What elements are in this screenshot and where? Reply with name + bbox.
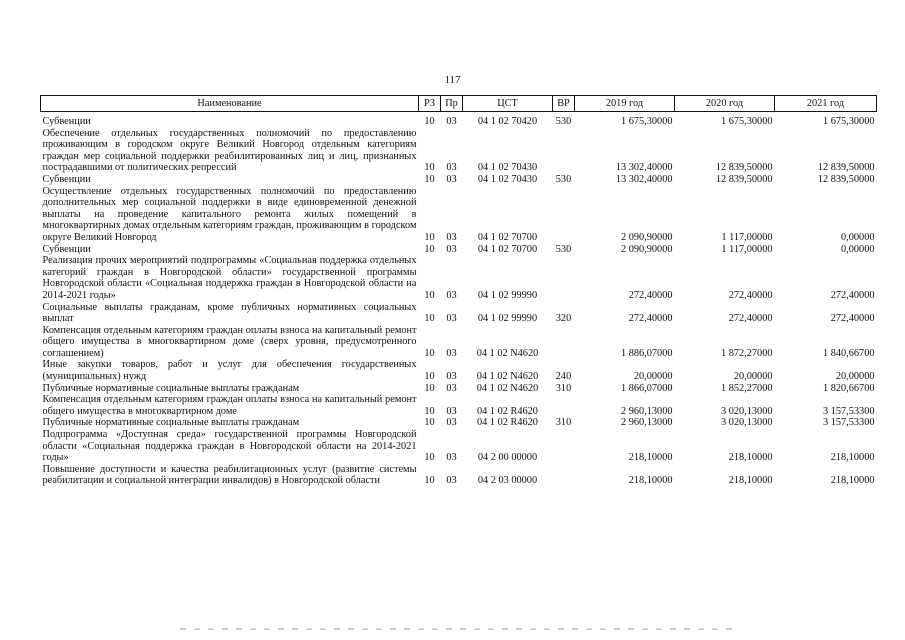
cell-rz: 10 <box>424 371 435 383</box>
cell-y2021: 3 157,53300 <box>823 405 875 417</box>
cell-pr: 03 <box>446 475 457 487</box>
table-row <box>41 383 877 395</box>
cell-y2020: 12 839,50000 <box>715 173 773 185</box>
cell-pr: 03 <box>446 231 457 243</box>
cell-name: Осуществление отдельных государственных полномочий по предоставлению дополнительных мер социальной поддержки в виде единовременной денежной выплаты на проведение капитального ремонта жилых помещений в многоквартирных домах отдельным категориям граждан, проживающим в городском округе Великий Новгород <box>42 185 417 243</box>
cell-pr: 03 <box>446 417 457 429</box>
table-row <box>41 186 877 244</box>
table-row <box>41 174 877 186</box>
header-2020: 2020 год <box>675 96 775 112</box>
table-row <box>41 128 877 174</box>
cell-name: Публичные нормативные социальные выплаты гражданам <box>42 382 300 394</box>
cell-vr: 530 <box>555 243 572 255</box>
cell-pr: 03 <box>446 452 457 464</box>
cell-y2020: 1 872,27000 <box>721 347 773 359</box>
header-pr: Пр <box>441 96 463 112</box>
cell-pr: 03 <box>446 173 457 185</box>
cell-y2020: 12 839,50000 <box>715 162 773 174</box>
cell-y2019: 2 090,90000 <box>621 231 673 243</box>
cell-pr: 03 <box>446 116 457 127</box>
header-vr: ВР <box>553 96 575 112</box>
cell-rz: 10 <box>424 243 435 255</box>
cell-cst: 04 1 02 R4620 <box>477 405 538 417</box>
cell-y2020: 272,40000 <box>728 289 773 301</box>
cell-name: Реализация прочих мероприятий подпрограммы «Социальная поддержка отдельных категорий граждан в Новгородской области» государственной программы Новгородской области «Социальная поддержка граждан в Новгородской области на 2014-2021 годы» <box>42 255 417 301</box>
table-row <box>41 464 877 487</box>
cell-cst: 04 1 02 70430 <box>477 162 538 174</box>
cell-cst: 04 1 02 N4620 <box>476 371 539 383</box>
table-row <box>41 417 877 429</box>
table-row <box>41 302 877 325</box>
cell-pr: 03 <box>446 162 457 174</box>
cell-vr: 310 <box>555 382 572 394</box>
table-row <box>41 325 877 360</box>
cell-name: Компенсация отдельным категориям граждан оплаты взноса на капитальный ремонт общего имущества в многоквартирном доме <box>42 394 417 417</box>
cell-rz: 10 <box>424 347 435 359</box>
cell-y2021: 1 820,66700 <box>823 382 875 394</box>
budget-table <box>40 95 877 487</box>
header-cst: ЦСТ <box>463 96 553 112</box>
cell-name: Повышение доступности и качества реабилитационных услуг (развитие системы реабилитации и социальной интеграции инвалидов) в Новгородской области <box>42 463 417 487</box>
cell-y2021: 0,00000 <box>841 231 875 243</box>
cell-rz: 10 <box>424 116 435 127</box>
cell-y2019: 1 886,07000 <box>621 347 673 359</box>
cell-vr: 240 <box>555 371 572 383</box>
cell-cst: 04 1 02 99990 <box>477 289 538 301</box>
cell-y2021: 218,10000 <box>830 452 875 464</box>
cell-cst: 04 1 02 70430 <box>477 173 538 185</box>
cell-pr: 03 <box>446 382 457 394</box>
cell-y2021: 1 675,30000 <box>823 116 875 127</box>
cell-vr <box>553 429 575 464</box>
header-2019: 2019 год <box>575 96 675 112</box>
cell-vr: 310 <box>555 417 572 429</box>
cell-y2019: 13 302,40000 <box>615 162 673 174</box>
cell-vr: 530 <box>555 116 572 127</box>
cell-y2019: 20,00000 <box>633 371 673 383</box>
cell-pr: 03 <box>446 313 457 325</box>
cell-cst: 04 1 02 70700 <box>477 243 538 255</box>
scan-artifact-line <box>180 628 740 630</box>
header-name: Наименование <box>41 96 419 112</box>
header-2021: 2021 год <box>775 96 877 112</box>
cell-vr <box>553 186 575 244</box>
cell-y2019: 2 090,90000 <box>621 243 673 255</box>
cell-cst: 04 1 02 70700 <box>477 231 538 243</box>
cell-name: Обеспечение отдельных государственных полномочий по предоставлению проживающим в городском округе Великий Новгород отдельным категориям граждан мер социальной поддержки реабилитированных лиц и лиц, признанных пострадавшими от политических репрессий <box>42 127 417 174</box>
cell-y2021: 12 839,50000 <box>817 162 875 174</box>
cell-pr: 03 <box>446 405 457 417</box>
table-row <box>41 429 877 464</box>
cell-vr <box>553 464 575 487</box>
cell-vr <box>553 394 575 417</box>
cell-rz: 10 <box>424 313 435 325</box>
cell-y2021: 20,00000 <box>835 371 875 383</box>
cell-name: Подпрограмма «Доступная среда» государственной программы Новгородской области «Социальная поддержка граждан в Новгородской области на 2014-2021 годы» <box>42 429 417 464</box>
cell-rz: 10 <box>424 173 435 185</box>
cell-name: Публичные нормативные социальные выплаты гражданам <box>42 417 300 429</box>
cell-y2019: 272,40000 <box>628 289 673 301</box>
cell-cst: 04 1 02 R4620 <box>477 417 538 429</box>
cell-cst: 04 1 02 N4620 <box>476 382 539 394</box>
cell-name: Компенсация отдельным категориям граждан оплаты взноса на капитальный ремонт общего имущества в многоквартирном доме (сверх уровня, предусмотренного соглашением) <box>42 324 417 359</box>
cell-cst: 04 2 00 00000 <box>477 452 538 464</box>
cell-y2019: 2 960,13000 <box>621 417 673 429</box>
cell-cst: 04 1 02 99990 <box>477 313 538 325</box>
cell-y2019: 218,10000 <box>628 452 673 464</box>
cell-y2020: 20,00000 <box>733 371 773 383</box>
cell-y2021: 1 840,66700 <box>823 347 875 359</box>
cell-y2020: 1 675,30000 <box>721 116 773 127</box>
cell-y2019: 218,10000 <box>628 475 673 487</box>
cell-vr <box>553 128 575 174</box>
cell-y2020: 3 020,13000 <box>721 405 773 417</box>
cell-rz: 10 <box>424 382 435 394</box>
cell-y2019: 272,40000 <box>628 313 673 325</box>
cell-cst: 04 1 02 N4620 <box>476 347 539 359</box>
cell-y2019: 13 302,40000 <box>615 173 673 185</box>
cell-vr: 320 <box>555 313 572 325</box>
table-row <box>41 359 877 382</box>
cell-rz: 10 <box>424 475 435 487</box>
cell-vr: 530 <box>555 173 572 185</box>
cell-y2021: 272,40000 <box>830 289 875 301</box>
table-row <box>41 255 877 301</box>
cell-y2020: 218,10000 <box>728 475 773 487</box>
cell-vr <box>553 255 575 301</box>
table-row <box>41 394 877 417</box>
cell-y2021: 272,40000 <box>830 313 875 325</box>
cell-y2020: 1 117,00000 <box>721 243 773 255</box>
table-header-row <box>41 96 877 112</box>
cell-pr: 03 <box>446 347 457 359</box>
cell-rz: 10 <box>424 289 435 301</box>
cell-y2020: 218,10000 <box>728 452 773 464</box>
cell-name: Субвенции <box>42 243 91 255</box>
table-row <box>41 244 877 256</box>
cell-y2020: 3 020,13000 <box>721 417 773 429</box>
cell-pr: 03 <box>446 243 457 255</box>
cell-y2019: 2 960,13000 <box>621 405 673 417</box>
cell-rz: 10 <box>424 231 435 243</box>
cell-cst: 04 1 02 70420 <box>477 116 538 127</box>
cell-y2020: 272,40000 <box>728 313 773 325</box>
cell-y2021: 218,10000 <box>830 475 875 487</box>
cell-pr: 03 <box>446 289 457 301</box>
cell-name: Социальные выплаты гражданам, кроме публичных нормативных социальных выплат <box>42 301 417 325</box>
cell-y2019: 1 866,07000 <box>621 382 673 394</box>
cell-cst: 04 2 03 00000 <box>477 475 538 487</box>
cell-pr: 03 <box>446 371 457 383</box>
cell-y2021: 12 839,50000 <box>817 173 875 185</box>
cell-rz: 10 <box>424 452 435 464</box>
cell-name: Субвенции <box>42 173 91 185</box>
cell-y2021: 0,00000 <box>841 243 875 255</box>
cell-vr <box>553 325 575 360</box>
table-row <box>41 112 877 128</box>
header-rz: РЗ <box>419 96 441 112</box>
cell-name: Субвенции <box>42 116 91 127</box>
cell-name: Иные закупки товаров, работ и услуг для обеспечения государственных (муниципальных) нужд <box>42 359 417 383</box>
cell-rz: 10 <box>424 417 435 429</box>
cell-y2019: 1 675,30000 <box>621 116 673 127</box>
cell-y2020: 1 117,00000 <box>721 231 773 243</box>
cell-y2021: 3 157,53300 <box>823 417 875 429</box>
cell-y2020: 1 852,27000 <box>721 382 773 394</box>
table-body <box>41 112 877 488</box>
cell-rz: 10 <box>424 405 435 417</box>
cell-rz: 10 <box>424 162 435 174</box>
page-number: 117 <box>444 74 461 86</box>
